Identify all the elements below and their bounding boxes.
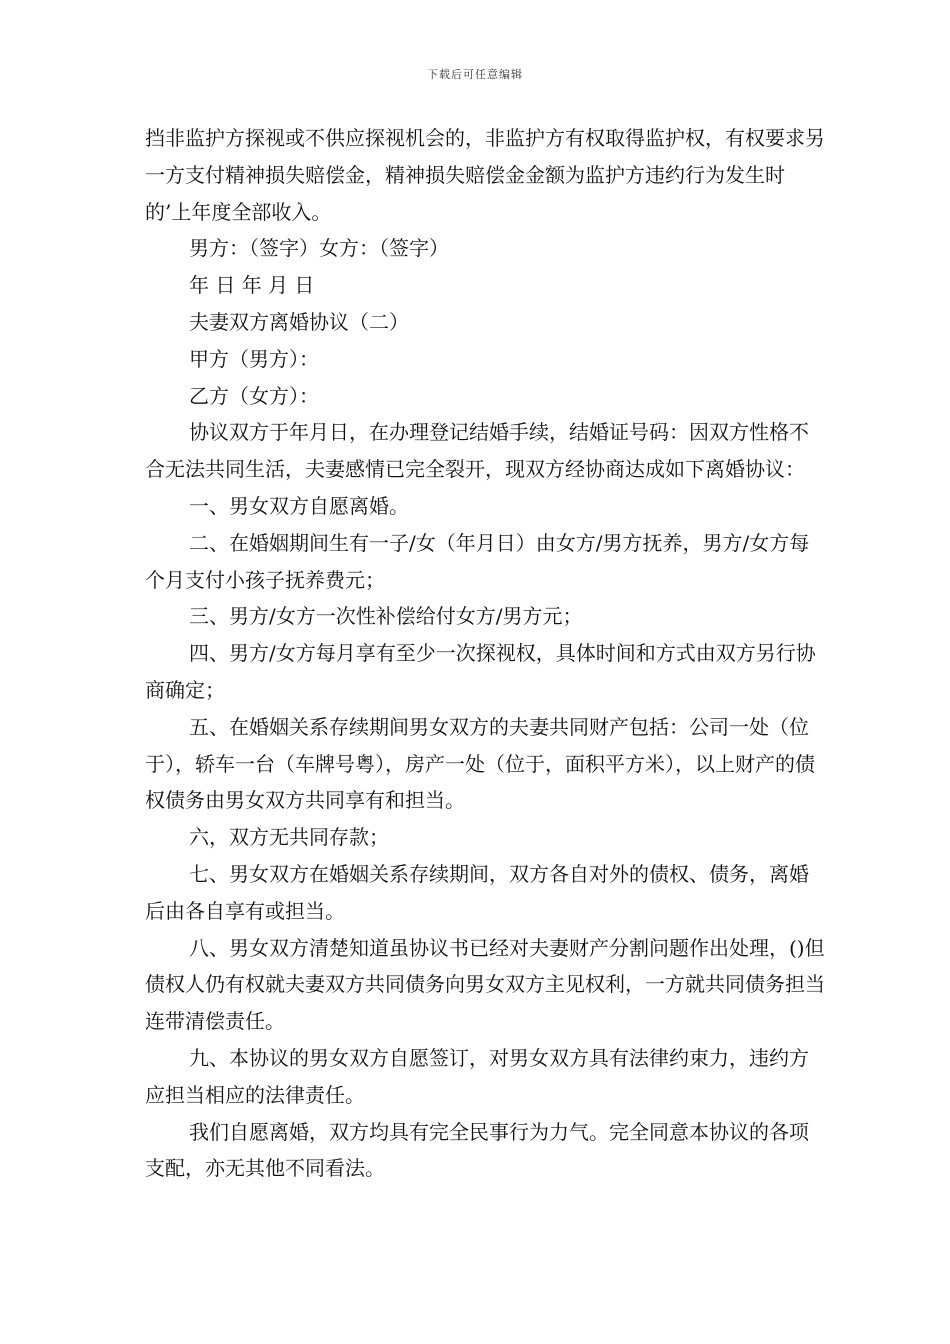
paragraph: 男方：（签字）女方：（签字） <box>189 236 449 261</box>
paragraph: 我们自愿离婚，双方均具有完全民事行为力气。完全同意本协议的各项支配，亦无其他不同看法。 <box>145 1119 809 1181</box>
paragraph: 三、男方/女方一次性补偿给付女方/男方元； <box>189 604 583 629</box>
paragraph: 甲方（男方）： <box>189 346 319 371</box>
paragraph: 六，双方无共同存款； <box>189 825 389 850</box>
paragraph: 九、本协议的男女双方自愿签订，对男女双方具有法律约束力，违约方应担当相应的法律责任。 <box>145 1045 809 1107</box>
paragraph: 挡非监护方探视或不供应探视机会的，非监护方有权取得监护权，有权要求另一方支付精神损失赔偿金，精神损失赔偿金金额为监护方违约行为发生时的’上年度全部收入。 <box>145 126 825 224</box>
paragraph: 乙方（女方）： <box>189 383 319 408</box>
document-body <box>145 120 825 1187</box>
paragraph: 二、在婚姻期间生有一子/女（年月日）由女方/男方抚养，男方/女方每个月支付小孩子抚养费元； <box>145 530 810 592</box>
paragraph: 七、男女双方在婚姻关系存续期间，双方各自对外的债权、债务，离婚后由各自享有或担当。 <box>145 861 809 923</box>
paragraph: 协议双方于年月日，在办理登记结婚手续，结婚证号码：因双方性格不合无法共同生活，夫妻感情已完全裂开，现双方经协商达成如下离婚协议： <box>145 420 809 482</box>
page-header: 下载后可任意编辑 <box>427 68 523 81</box>
paragraph: 四、男方/女方每月享有至少一次探视权，具体时间和方式由双方另行协商确定； <box>145 641 816 702</box>
paragraph: 年 日 年 月 日 <box>189 273 315 298</box>
paragraph: 夫妻双方离婚协议（二） <box>189 309 409 334</box>
paragraph: 五、在婚姻关系存续期间男女双方的夫妻共同财产包括：公司一处（位于），轿车一台（车牌号粤），房产一处（位于，面积平方米），以上财产的债权债务由男女双方共同享有和担当。 <box>145 714 815 813</box>
paragraph: 八、男女双方清楚知道虽协议书已经对夫妻财产分割问题作出处理，()但债权人仍有权就夫妻双方共同债务向男女双方主见权利，一方就共同债务担当连带清偿责任。 <box>145 935 825 1034</box>
paragraph: 一、男女双方自愿离婚。 <box>189 493 409 518</box>
